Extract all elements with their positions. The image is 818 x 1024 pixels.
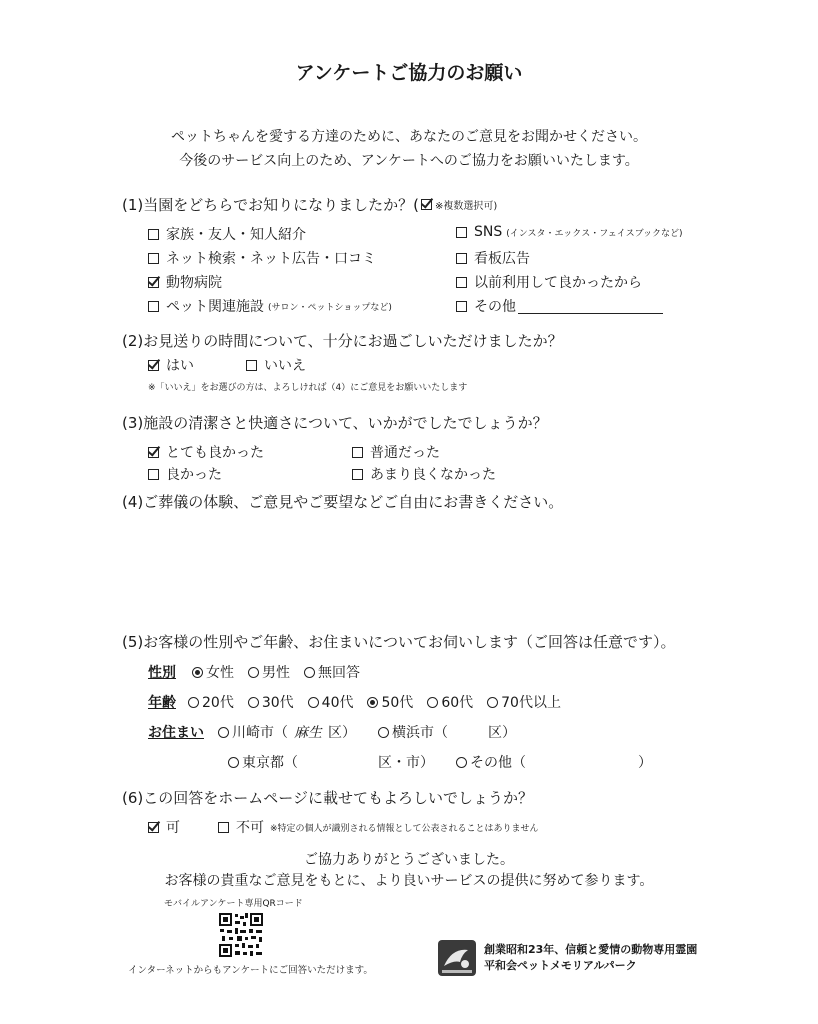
option-label: 以前利用して良かったから (474, 275, 642, 291)
closing-line-2: お客様の貴重なご意見をもとに、より良いサービスの提供に努めて参ります。 (164, 873, 654, 889)
q1-multi-checkbox (421, 199, 432, 210)
option-label: 看板広告 (474, 251, 530, 267)
radio-70s-plus[interactable] (487, 697, 498, 708)
radio-kawasaki[interactable] (218, 727, 229, 738)
radio-30s[interactable] (248, 697, 259, 708)
gender-male-label: 男性 (262, 665, 290, 681)
qr-label: モバイルアンケート専用QRコード (164, 899, 303, 909)
checkbox[interactable] (148, 447, 159, 458)
checkbox[interactable] (148, 277, 159, 288)
q1-option-previous[interactable] (456, 272, 642, 292)
q1-option-signboard[interactable] (456, 248, 530, 268)
company-name: 平和会ペットメモリアルパーク (484, 959, 637, 972)
company-logo-icon (438, 940, 476, 976)
checkbox[interactable] (352, 447, 363, 458)
age-30s-label: 30代 (261, 695, 294, 711)
checkbox[interactable] (352, 469, 363, 480)
qr-code-icon[interactable] (218, 912, 264, 958)
radio-60s[interactable] (427, 697, 438, 708)
checkbox[interactable] (456, 253, 467, 264)
option-label: SNS (474, 224, 503, 240)
radio-no-answer[interactable] (304, 667, 315, 678)
kawasaki-label: 川崎市（ (232, 725, 288, 741)
radio-male[interactable] (248, 667, 259, 678)
q5-age-row (148, 692, 561, 712)
page-title: アンケートご協力のお願い (295, 62, 523, 84)
q1-option-family[interactable] (148, 224, 306, 244)
q3-option-very-good[interactable] (148, 442, 264, 462)
q4-question: (4)ご葬儀の体験、ご意見やご要望などご自由にお書きください。 (122, 493, 564, 511)
q2-option-no[interactable] (246, 355, 306, 375)
checkbox[interactable] (148, 301, 159, 312)
gender-no-answer-label: 無回答 (318, 665, 360, 681)
age-70s-plus-label: 70代以上 (501, 695, 561, 711)
checkbox[interactable] (148, 229, 159, 240)
yokohama-suffix: 区） (488, 725, 516, 741)
age-20s-label: 20代 (202, 695, 234, 711)
option-label: 家族・友人・知人紹介 (166, 227, 306, 243)
q5-question: (5)お客様の性別やご年齢、お住まいについてお伺いします（ご回答は任意です）。 (122, 633, 676, 651)
age-60s-label: 60代 (441, 695, 474, 711)
checkbox[interactable] (246, 360, 257, 371)
q2-question: (2)お見送りの時間について、十分にお過ごしいただけましたか？ (122, 332, 563, 350)
option-label: ネット検索・ネット広告・口コミ (166, 251, 376, 267)
company-tagline: 創業昭和23年、信頼と愛情の動物専用霊園 (484, 943, 698, 956)
other-residence-label: その他（ (470, 755, 526, 771)
q2-note: ※「いいえ」をお選びの方は、よろしければ（4）にご意見をお願いいたします (148, 383, 468, 393)
q3-question: (3)施設の清潔さと快適さについて、いかがでしたでしょうか？ (122, 414, 548, 432)
q5-gender-row (148, 662, 360, 682)
radio-40s[interactable] (308, 697, 319, 708)
option-label: 普通だった (370, 445, 440, 461)
internet-note: インターネットからもアンケートにご回答いただけます。 (128, 965, 373, 976)
checkbox-deny[interactable] (218, 822, 229, 833)
checkbox[interactable] (148, 253, 159, 264)
option-note: (サロン・ペットショップなど) (268, 302, 392, 313)
radio-50s[interactable] (367, 697, 378, 708)
deny-label: 不可 (236, 820, 264, 836)
radio-yokohama[interactable] (378, 727, 389, 738)
q1-question (122, 194, 497, 215)
q1-option-other[interactable] (456, 296, 663, 316)
radio-other-residence[interactable] (456, 757, 467, 768)
residence-label: お住まい (148, 725, 204, 741)
option-label: とても良かった (166, 445, 264, 461)
q1-option-net[interactable] (148, 248, 376, 268)
q6-question: (6)この回答をホームページに載せてもよろしいでしょうか？ (122, 789, 533, 807)
q1-multi-note: ※複数選択可) (434, 201, 498, 212)
q5-residence-row-2 (228, 752, 652, 772)
tokyo-label: 東京都（ (242, 755, 298, 771)
q1-option-pet-facility[interactable] (148, 296, 392, 316)
q6-options-row (148, 817, 539, 837)
option-label: あまり良くなかった (370, 467, 496, 483)
kawasaki-suffix: 区） (328, 725, 356, 741)
q3-option-not-good[interactable] (352, 464, 496, 484)
age-label: 年齢 (148, 695, 176, 711)
option-label: いいえ (264, 358, 306, 374)
allow-label: 可 (166, 820, 180, 836)
q3-option-normal[interactable] (352, 442, 440, 462)
checkbox[interactable] (148, 469, 159, 480)
gender-female-label: 女性 (206, 665, 234, 681)
q4-free-text-area[interactable] (148, 516, 708, 616)
gender-label: 性別 (148, 665, 176, 681)
kawasaki-handwritten-ward: 麻生 (294, 725, 322, 741)
option-label: 良かった (166, 467, 222, 483)
radio-20s[interactable] (188, 697, 199, 708)
q5-residence-row-1 (148, 722, 516, 742)
yokohama-label: 横浜市（ (392, 725, 448, 741)
option-label: 動物病院 (166, 275, 222, 291)
radio-female[interactable] (192, 667, 203, 678)
other-residence-suffix: ） (638, 755, 652, 771)
checkbox-allow[interactable] (148, 822, 159, 833)
checkbox[interactable] (456, 301, 467, 312)
option-label: その他 (474, 299, 516, 315)
age-50s-label: 50代 (381, 695, 414, 711)
q3-option-good[interactable] (148, 464, 222, 484)
age-40s-label: 40代 (321, 695, 354, 711)
closing-line-1: ご協力ありがとうございました。 (304, 852, 514, 868)
q6-note: ※特定の個人が識別される情報として公表されることはありません (270, 823, 539, 834)
q1-option-sns[interactable] (456, 224, 683, 240)
intro-line-2: 今後のサービス向上のため、アンケートへのご協力をお願いいたします。 (179, 153, 639, 169)
other-write-line[interactable] (518, 299, 663, 314)
option-note: (インスタ・エックス・フェイスブックなど) (506, 228, 683, 239)
checkbox[interactable] (456, 277, 467, 288)
option-label: はい (166, 358, 194, 374)
q2-option-yes[interactable] (148, 355, 194, 375)
intro-line-1: ペットちゃんを愛する方達のために、あなたのご意見をお聞かせください。 (171, 129, 647, 145)
q1-question-text: (1)当園をどちらでお知りになりましたか？( (122, 196, 419, 214)
checkbox[interactable] (456, 227, 467, 238)
checkbox[interactable] (148, 360, 159, 371)
radio-tokyo[interactable] (228, 757, 239, 768)
q1-option-vet[interactable] (148, 272, 222, 292)
option-label: ペット関連施設 (166, 299, 264, 315)
tokyo-suffix: 区・市） (378, 755, 434, 771)
